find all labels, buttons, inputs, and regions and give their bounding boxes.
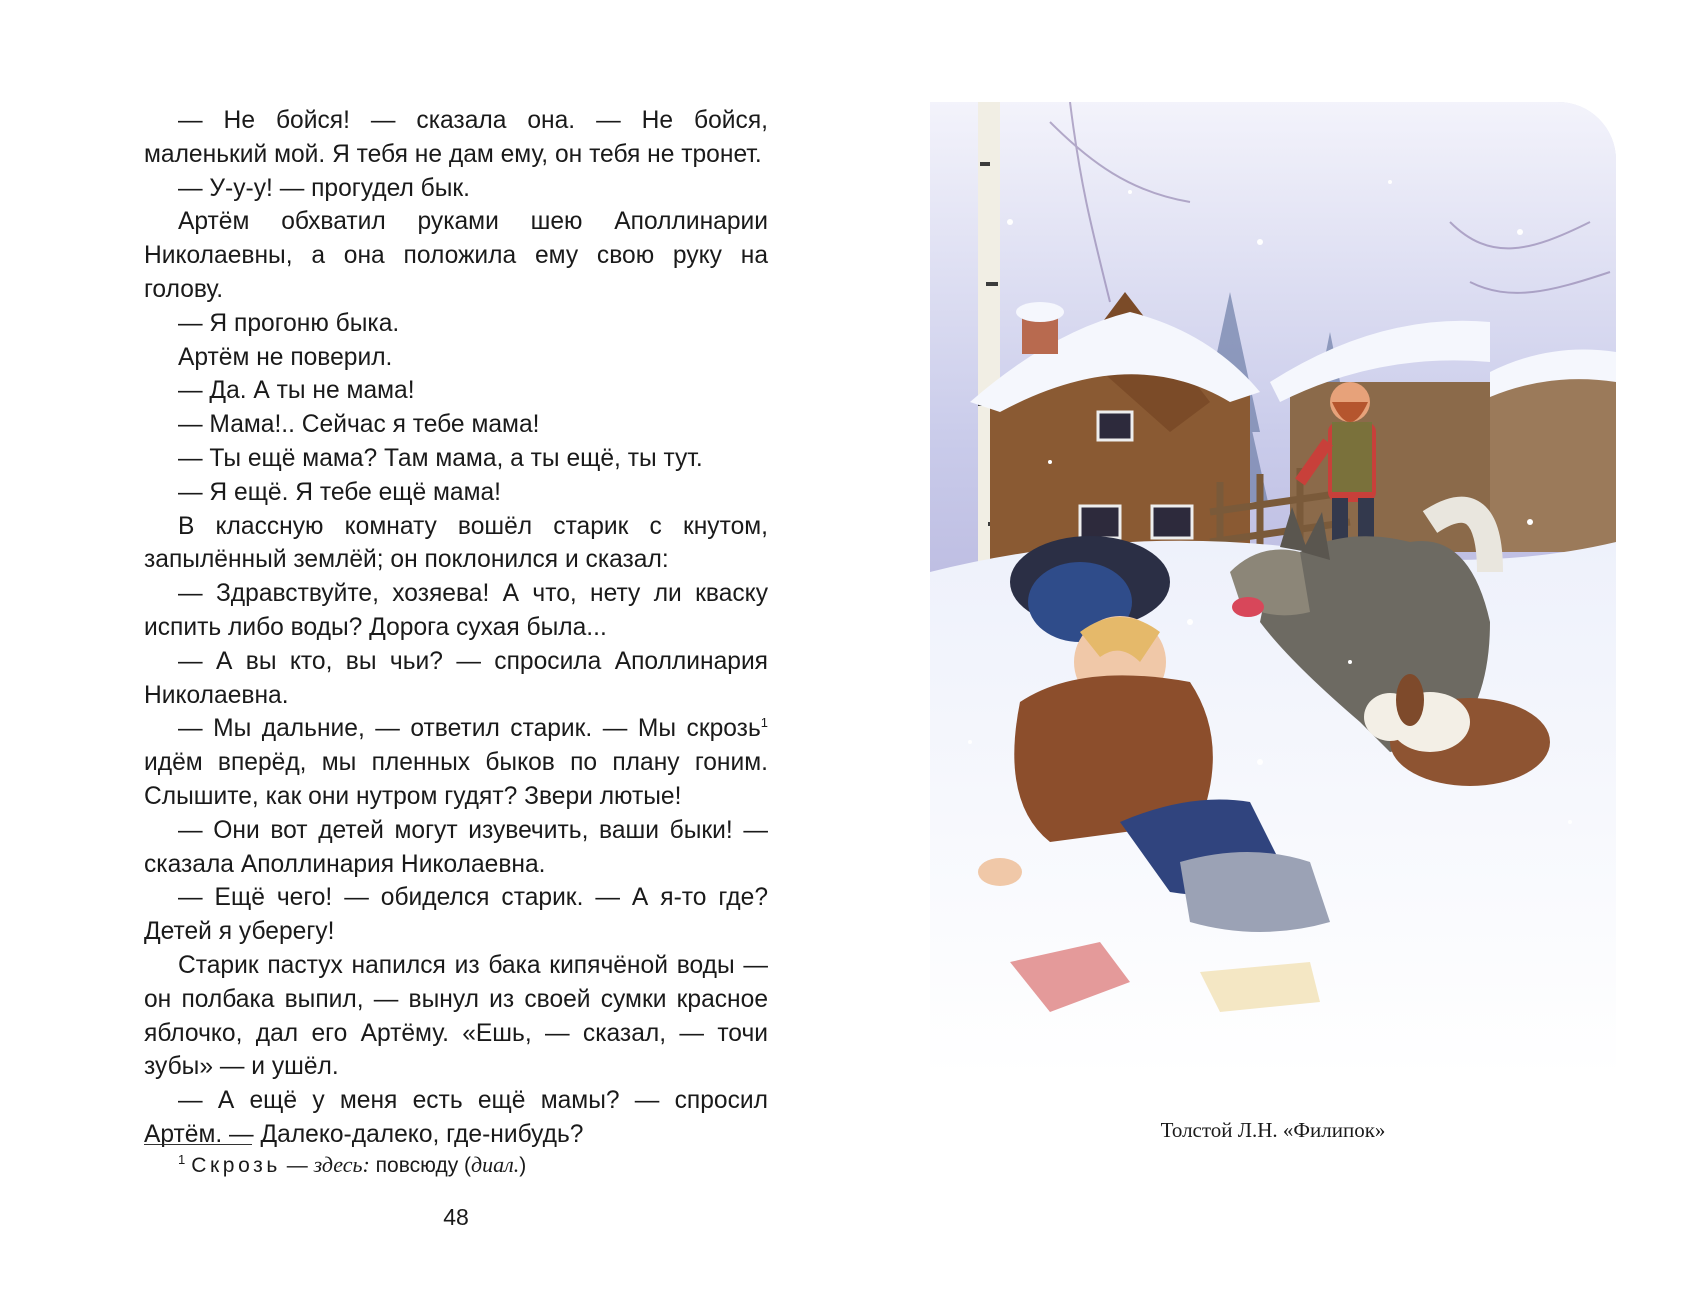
paragraph: Старик пастух напился из бака кипячёной воды — он полбака выпил, — вынул из своей сумки красное яблочко, дал его Артёму. «Ешь, — сказал, — точи зубы» — и ушёл. [144, 951, 768, 1081]
footnote-divider [144, 1144, 252, 1145]
footnote [178, 1152, 526, 1178]
footnote-dash: — [280, 1154, 314, 1177]
paragraph: Артём не поверил. [178, 343, 393, 371]
footnote-label: здесь: [313, 1152, 370, 1177]
paragraph: — Мама!.. Сейчас я тебе мама! [178, 411, 540, 439]
illustration-drawing [930, 102, 1616, 1078]
winter-illustration [930, 102, 1616, 1078]
footnote-ref[interactable]: 1 [760, 715, 768, 731]
paragraph: В классную комнату вошёл старик с кнутом, запылённый землёй; он поклонился и сказал: [144, 512, 768, 574]
paragraph: — У-у-у! — прогудел бык. [178, 174, 470, 202]
text-column [144, 104, 768, 1152]
paragraph: Артём обхватил руками шею Аполлинарии Николаевны, а она положила ему свою руку на голову. [144, 208, 768, 303]
paragraph: — А ещё у меня есть ещё мамы? — спросил Артём. — Далеко-далеко, где-нибудь? [144, 1087, 768, 1148]
footnote-abbr: диал. [471, 1152, 520, 1177]
paragraph: — Да. А ты не мама! [178, 377, 415, 405]
footnote-close: ) [519, 1154, 527, 1177]
paragraph: — Ещё чего! — обиделся старик. — А я-то где? Детей я уберегу! [144, 884, 768, 946]
paragraph: — Они вот детей могут изувечить, ваши быки! — сказала Аполлинария Николаевна. [144, 816, 768, 878]
paragraph: — Ты ещё мама? Там мама, а ты ещё, ты тут. [178, 444, 703, 472]
footnote-definition: повсюду ( [369, 1154, 472, 1177]
footnote-number: 1 [178, 1152, 186, 1167]
paragraph: — Я ещё. Я тебе ещё мама! [178, 478, 502, 506]
paragraph: — Не бойся! — сказала она. — Не бойся, маленький мой. Я тебя не дам ему, он тебя не тронет. [144, 107, 768, 168]
paragraph: — Здравствуйте, хозяева! А что, нету ли кваску испить либо воды? Дорога сухая была... [144, 580, 768, 641]
paragraph: — А вы кто, вы чьи? — спросила Аполлинария Николаевна. [144, 647, 768, 709]
paragraph: — Я прогоню быка. [178, 309, 400, 337]
paragraph-text: — Мы дальние, — ответил старик. — Мы скрозь [178, 715, 761, 743]
paragraph-with-footnote-ref [144, 712, 768, 813]
footnote-term: Скрозь [191, 1154, 281, 1177]
page-number: 48 [443, 1204, 469, 1230]
paragraph-text-continued: идём вперёд, мы пленных быков по плану гоним. Слышите, как они нутром гудят? Звери лютые! [144, 749, 768, 810]
illustration-caption: Толстой Л.Н. «Филипок» [1160, 1118, 1386, 1142]
